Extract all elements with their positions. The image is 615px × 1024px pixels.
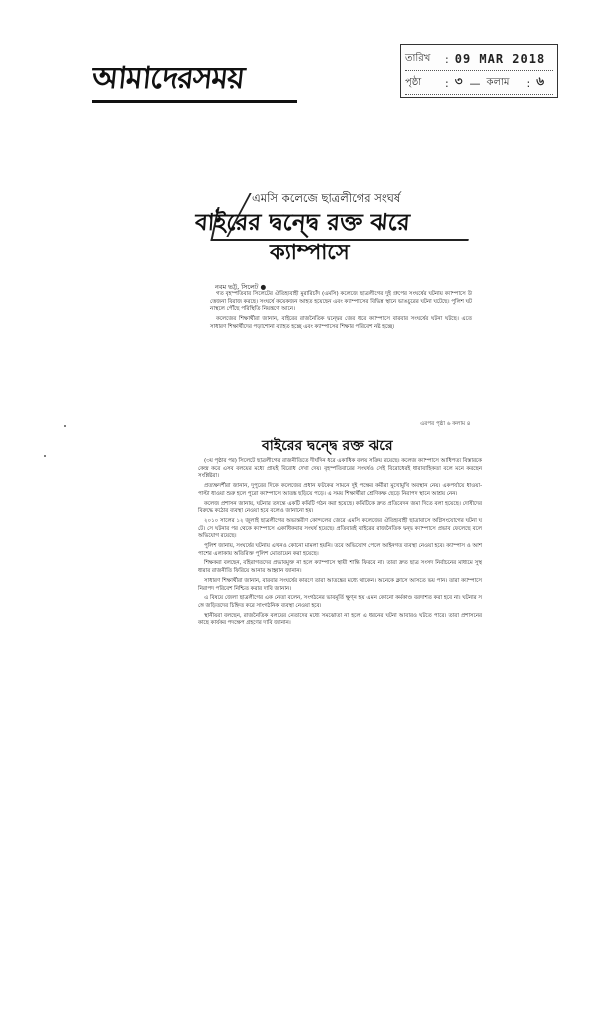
article-paragraph: কলেজ প্রশাসন জানায়, ঘটনার তদন্তে একটি কমিটি গঠন করা হয়েছে। কমিটিকে দ্রুত প্রতিবেদন জমা দিতে বলা হয়েছে। দোষীদের বিরুদ্ধে কঠোর ব্যবস্থা নেওয়া হবে বলেও জানানো হয়। <box>198 500 482 515</box>
stamp-page-label: পৃষ্ঠা <box>405 76 422 88</box>
article-headline-line2: ক্যাম্পাসে <box>270 240 350 264</box>
stamp-column-colon: : <box>526 76 531 90</box>
article-subhead: বাইরের দ্বন্দ্বে রক্ত ঝরে <box>262 438 393 454</box>
article-paragraph: গত বৃহস্পতিবার সিলেটের ঐতিহ্যবাহী মুরারিচাঁদ (এমসি) কলেজে ছাত্রলীগের দুই গ্রুপের সংঘর্ষের ঘটনায় ক্যাম্পাসে উত্তেজনা বিরাজ করছে। সংঘর্ষে কয়েকজন আহত হয়েছেন এবং ক্যাম্পাসের বিভিন্ন স্থানে ভাঙচুরের ঘটনা ঘটেছে। পুলিশ ঘটনাস্থলে পৌঁছে পরিস্থিতি নিয়ন্ত্রণে আনে। <box>210 291 472 313</box>
article-body-top <box>210 291 472 431</box>
stamp-column-value: ৬ <box>536 74 546 88</box>
article-paragraph: স্থানীয়রা বলছেন, রাজনৈতিক বলয়ের নেতাদের মধ্যে সমঝোতা না হলে এ ধরনের ঘটনা আবারও ঘটতে পারে। তারা প্রশাসনের কাছে কার্যকর পদক্ষেপ গ্রহণের দাবি জানান। <box>198 612 482 627</box>
scan-speck <box>64 425 66 427</box>
article-paragraph: এ বিষয়ে জেলা ছাত্রলীগের এক নেতা বলেন, সংগঠনের ভাবমূর্তি ক্ষুণ্ন হয় এমন কোনো কর্মকাণ্ড বরদাশত করা হবে না। ঘটনার সঙ্গে জড়িতদের চিহ্নিত করে সাংগঠনিক ব্যবস্থা নেওয়া হবে। <box>198 595 482 609</box>
article-headline-line1: বাইরের দ্বন্দ্বে রক্ত ঝরে <box>194 210 411 236</box>
continued-note: এরপর পৃষ্ঠা ৬ কলাম ৪ <box>420 421 471 427</box>
masthead-underline <box>92 100 297 103</box>
stamp-date-value: 09 MAR 2018 <box>454 52 546 66</box>
stamp-date-label: তারিখ <box>405 52 431 64</box>
stamp-page-value: ৩ <box>454 74 464 88</box>
stamp-date-row <box>405 48 553 71</box>
scan-speck <box>44 455 46 457</box>
article-kicker: এমসি কলেজে ছাত্রলীগের সংঘর্ষ <box>252 191 401 205</box>
masthead-logo: আমাদেরসময় <box>90 61 246 96</box>
article-byline: নবম ভট্ট, সিলেট ● <box>215 283 267 291</box>
stamp-page-row <box>405 72 553 95</box>
stamp-spacer: — <box>469 76 481 90</box>
stamp-page-colon: : <box>445 76 449 90</box>
article-paragraph: কলেজের শিক্ষার্থীরা জানান, বাইরের রাজনৈতিক দ্বন্দ্বের জের ধরে ক্যাম্পাসে বারবার সংঘর্ষের ঘটনা ঘটছে। এতে সাধারণ শিক্ষার্থীদের পড়াশোনা ব্যাহত হচ্ছে এবং ক্যাম্পাসের শিক্ষার পরিবেশ নষ্ট হচ্ছে। <box>210 316 472 330</box>
article-paragraph: ২০১০ সালের ১২ জুলাই ছাত্রলীগের অভ্যন্তরীণ কোন্দলের জেরে এমসি কলেজের ঐতিহ্যবাহী ছাত্রাবাসে অগ্নিসংযোগের ঘটনা ঘটে। সে ঘটনার পর থেকে ক্যাম্পাসে একাধিকবার সংঘর্ষ হয়েছে। প্রতিবারই বাইরের রাজনৈতিক দ্বন্দ্ব ক্যাম্পাসে প্রভাব ফেলেছে বলে অভিযোগ রয়েছে। <box>198 517 482 540</box>
article-paragraph: (৩য় পৃষ্ঠার পর) সিলেটে ছাত্রলীগের রাজনীতিতে দীর্ঘদিন ধরে একাধিক বলয় সক্রিয় রয়েছে। কলেজ ক্যাম্পাসে আধিপত্য বিস্তারকে কেন্দ্র করে এসব বলয়ের মধ্যে প্রায়ই বিরোধ দেখা দেয়। বৃহস্পতিবারের সংঘর্ষও সেই বিরোধেরই ধারাবাহিকতা বলে মনে করছেন সংশ্লিষ্টরা। <box>198 458 482 480</box>
article-paragraph: পুলিশ জানায়, সংঘর্ষের ঘটনায় এখনও কোনো মামলা হয়নি। তবে অভিযোগ পেলে আইনগত ব্যবস্থা নেওয়া হবে। ক্যাম্পাস ও আশপাশের এলাকায় অতিরিক্ত পুলিশ মোতায়েন করা হয়েছে। <box>198 543 482 557</box>
article-paragraph: শিক্ষকরা বলছেন, বহিরাগতদের প্রভাবমুক্ত না হলে ক্যাম্পাসে স্থায়ী শান্তি ফিরবে না। তারা দ্রুত ছাত্র সংসদ নির্বাচনের মাধ্যমে সুস্থ ধারার রাজনীতি ফিরিয়ে আনার আহ্বান জানান। <box>198 560 482 575</box>
article-body-bottom <box>198 458 482 1010</box>
article-paragraph: প্রত্যক্ষদর্শীরা জানান, দুপুরের দিকে কলেজের প্রধান ফটকের সামনে দুই পক্ষের কর্মীরা মুখোমুখি অবস্থান নেয়। একপর্যায়ে ধাওয়া-পাল্টা ধাওয়া শুরু হলে পুরো ক্যাম্পাসে আতঙ্ক ছড়িয়ে পড়ে। এ সময় শিক্ষার্থীরা শ্রেণিকক্ষ ছেড়ে নিরাপদ স্থানে আশ্রয় নেন। <box>198 483 482 497</box>
stamp-date-colon: : <box>445 52 449 66</box>
article-paragraph: সাধারণ শিক্ষার্থীরা জানান, বারবার সংঘর্ষের কারণে তারা আতঙ্কের মধ্যে থাকেন। অনেকে ক্লাসে আসতে ভয় পান। তারা ক্যাম্পাসে নিরাপদ পরিবেশ নিশ্চিত করার দাবি জানান। <box>198 577 482 592</box>
date-stamp <box>400 44 558 98</box>
stamp-column-label: কলাম <box>486 76 510 88</box>
